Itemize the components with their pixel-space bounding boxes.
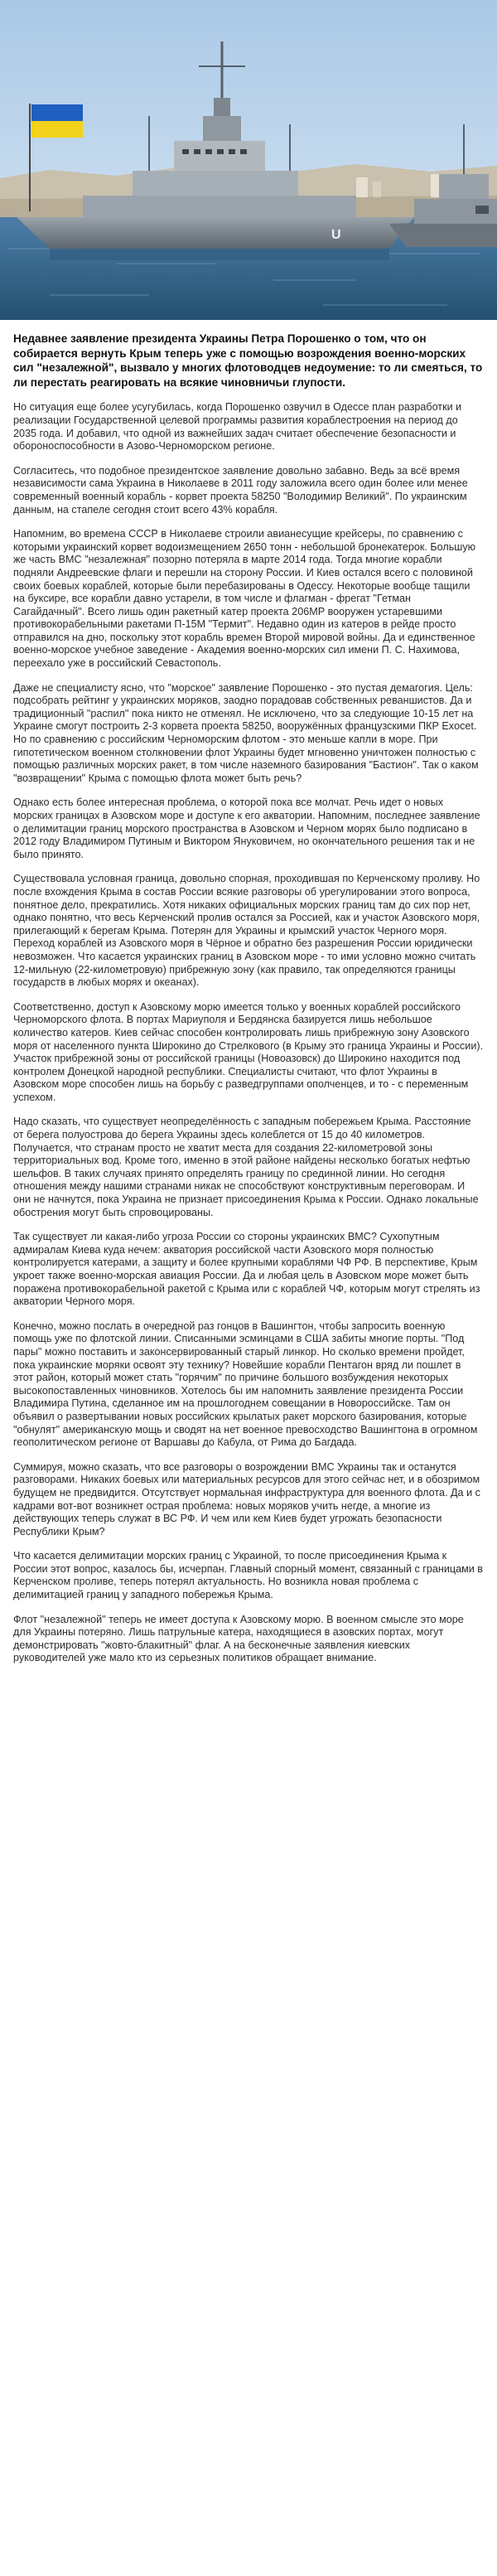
article-paragraph: Соответственно, доступ к Азовскому морю имеется только у военных кораблей российского Черноморского флота. В портах Мариуполя и Бердянска базируется лишь небольшое количество катеров. Киев сейчас способен контролировать лишь прибрежную зону Азовского моря от населенного пункта Широкино до Стрелкового (в Крыму это граница Украины и России). Участок прибрежной зоны от российской границы (Новоазовск) до Широкино находится под контролем Донецкой народной республики. Специалисты считают, что флот Украины в Азовском море способен лишь на борьбу с разведгруппами ополченцев, и то - с переменным успехом. [13,1000,484,1103]
article-paragraph: Флот "незалежной" теперь не имеет доступа к Азовскому морю. В военном смысле это море для Украины потеряно. Лишь патрульные катера, находящиеся в азовских портах, могут демонстрировать "жовто-блакитный" флаг. А на бесконечные заявления киевских руководителей уже мало кто из серьезных политиков обращает внимание. [13,1613,464,1664]
article-lead: Недавнее заявление президента Украины Петра Порошенко о том, что он собирается вернуть Крым теперь уже с помощью возрождения военно-морских сил "незалежной", вызвало у многих флотоводцев недоумение: то ли смеяться, то ли перестать реагировать на всякие чиновничьи глупости. [13,332,483,389]
article-body [13,332,484,1677]
article-photo [0,0,497,320]
article-paragraph: Конечно, можно послать в очередной раз гонцов в Вашингтон, чтобы запросить военную помощь уже по флотской линии. Списанными эсминцами в США забиты многие порты. "Под пары" можно поставить и законсервированный старый линкор. Но сколько времени пройдет, пока украинские моряки освоят эту технику? Новейшие корабли Пентагон вряд ли пошлет в этот район, который может стать "горячим" по причине большого возбуждения некоторых высокопоставленных чиновников. Хотелось бы им напомнить заявление президента России Владимира Путина, сделанное им на прошлогоднем совещании в Новороссийске. Там он объявил о развертывании новых российских крылатых ракет морского базирования, которые "обнулят" американскую мощь и сводят на нет военное превосходство Вашингтона в огромном геополитическом регионе от Варшавы до Кабула, от Рима до Багдада. [13,1319,478,1449]
svg-text:U: U [331,228,341,242]
article-paragraph: Так существует ли какая-либо угроза России со стороны украинских ВМС? Сухопутным адмиралам Киева куда нечем: акватория российской части Азовского моря полностью контролируется катерами, а защиту и более крупными кораблями ЧФ РФ. В перспективе, Крым укроет также военно-морская авиация России. Да и любая цель в Азовском море может быть поражена противокорабельной ракетой с Крыма или с кораблей ЧФ, которым могут стрелять из акватории Черного моря. [13,1231,480,1308]
article-paragraph: Напомним, во времена СССР в Николаеве строили авианесущие крейсеры, по сравнению с которыми украинский корвет водоизмещением 2650 тонн - небольшой бронекатерок. Большую же часть ВМС "незалежная" позорно потеряла в марте 2014 года. Тогда многие корабли подняли Андреевские флаги и перешли на сторону России. И Киев остался всего с половиной своих боевых кораблей, которые были перебазированы в Одессу. Некоторые вообще тащили на буксире, все корабли давно устарели, в том числе и флагман - фрегат "Гетман Сагайдачный". Всего лишь один ракетный катер проекта 206МР вооружен устаревшими противокорабельными ракетами П-15М "Термит". Недавно один из катеров в рейде просто отправился на дно, поскольку этот корабль времен Второй мировой войны. Да и единственное военно-морское учебное заведение - Академия военно-морских сил имени П. С. Нахимова, переехало уже в российский Севастополь. [13,528,476,670]
article-paragraph: Согласитесь, что подобное президентское заявление довольно забавно. Ведь за всё время независимости сама Украина в Николаеве в 2011 году заложила всего один более или менее современный военный корабль - корвет проекта 58250 "Володимир Великий". По украинским данным, на стапеле сегодня стоит всего 43% корабля. [13,464,468,516]
article-paragraph: Но ситуация еще более усугубилась, когда Порошенко озвучил в Одессе план разработки и реализации Государственной целевой программы развития кораблестроения на период до 2035 года. И добавил, что одной из важнейших задач считает обеспечение безопасности и обороноспособности в Азово-Черноморском регионе. [13,401,462,453]
article-paragraph: Суммируя, можно сказать, что все разговоры о возрождении ВМС Украины так и останутся разговорами. Никаких боевых или материальных ресурсов для этого сейчас нет, и в обозримом будущем не предвидится. Отсутствует нормальная инфраструктура для военного флота. Да и с кадрами вот-вот возникнет острая проблема: новых моряков учить негде, а многие из действующих теперь служат в ВС РФ. И чем или кем Киев будет угрожать безопасности Республики Крым? [13,1460,480,1537]
article-paragraph: Надо сказать, что существует неопределённость с западным побережьем Крыма. Расстояние от берега полуострова до берега Украины здесь колеблется от 15 до 40 километров. Получается, что странам просто не хватит места для создания 22-километровой зоны территориальных вод. Кроме того, именно в этой районе найдены несколько богатых нефтью шельфов. В таких случаях принято определять границу по срединной линии. Но сегодня отношения между нашими странами никак не способствуют конструктивным переговорам. И они не начнутся, пока Украина не признает присоединения Крыма к России. Однако локальные обострения могут быть спровоцированы. [13,1116,479,1218]
warships-photo-icon [0,0,497,320]
article-paragraph: Существовала условная граница, довольно спорная, проходившая по Керченскому проливу. Но после вхождения Крыма в состав России всякие разговоры об урегулировании этого вопроса, понятное дело, прекратились. Хотя никаких официальных морских границ там до сих пор нет, однако понятно, что весь Керченский пролив остался за Россией, как и участок Азовского моря, прилегающий к берегам Крыма. Потерян для Украины и крымский участок Черного моря. Переход кораблей из Азовского моря в Чёрное и обратно без разрешения России юридически невозможен. Что касается украинских границ в Азовском море - то ими условно можно считать 12-мильную (22-километровую) прибрежную зону (как правило, так определяются границы государств в любых морях и океанах). [13,873,480,989]
article-paragraph: Даже не специалисту ясно, что "морское" заявление Порошенко - это пустая демагогия. Цель: подсобрать рейтинг у украинских моряков, заодно порадовав собственных реваншистов. Да и традиционный "распил" пока никто не отменял. Не исключено, что за следующие 10-15 лет на Украине смогут построить 2-3 корвета проекта 58250, вооружённых французскими ПКР Exocet. Но по сравнению с российским Черноморским флотом - это меньше капли в море. При гипотетическом военном столкновении флот Украины будет мгновенно уничтожен полностью с помощью различных морских ракет, в том числе наземного базирования "Бастион". Так о каком "возвращении" Крыма с помощью флота может быть речь? [13,681,479,784]
article-paragraph: Что касается делимитации морских границ с Украиной, то после присоединения Крыма к России этот вопрос, казалось бы, исчерпан. Главный спорный момент, связанный с границами в Керченском проливе, теперь потерял актуальность. Но возникла новая проблема с делимитацией границ у западного побережья Крыма. [13,1550,483,1601]
article-paragraph: Однако есть более интересная проблема, о которой пока все молчат. Речь идет о новых морских границах в Азовском море и доступе к его акватории. Напомним, последнее заявление о делимитации границ морского пространства в Азовском и Черном морях было подписано в 2012 году Владимиром Путиным и Виктором Януковичем, но окончательного решения так и не было принято. [13,797,480,860]
